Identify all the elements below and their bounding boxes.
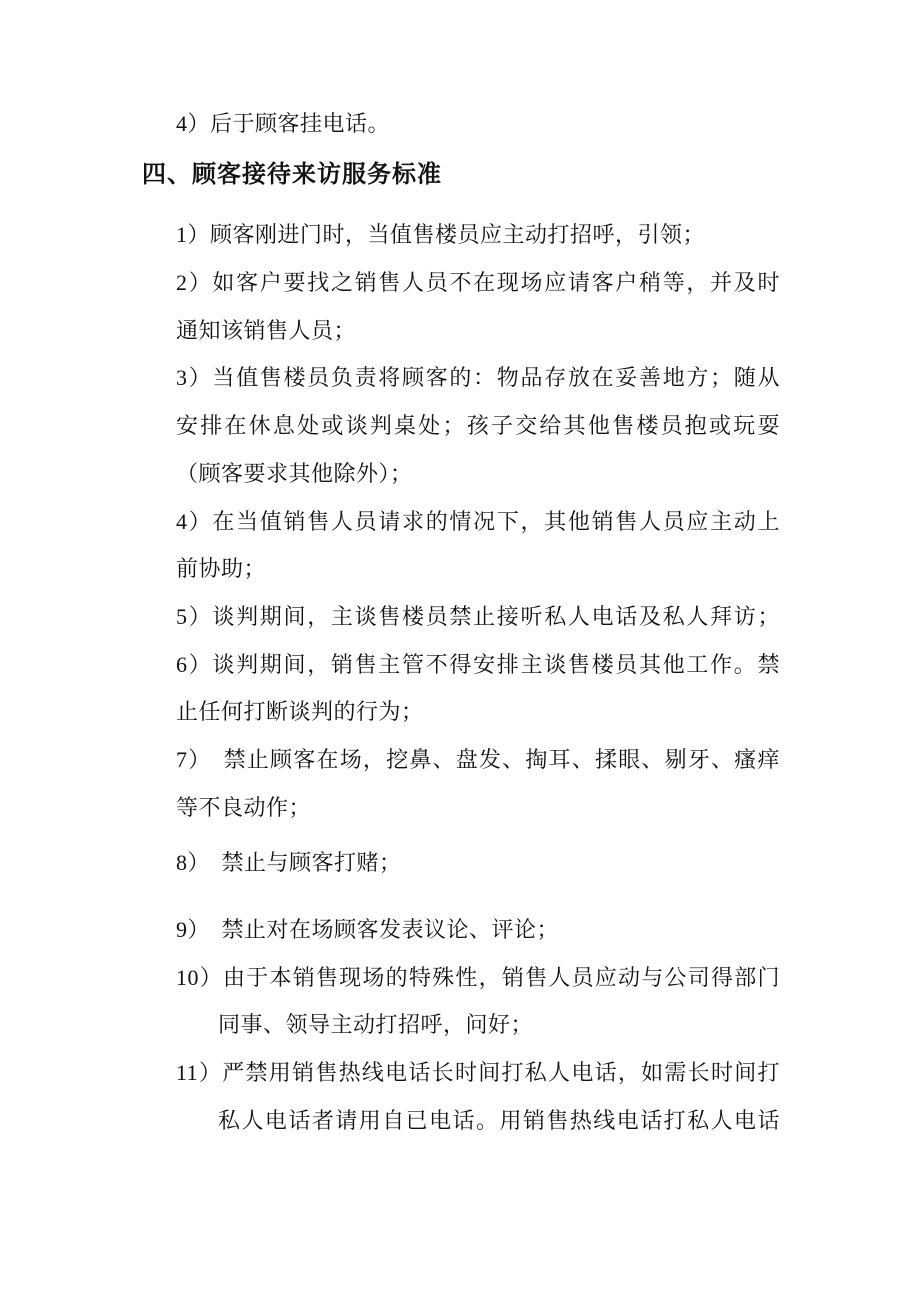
- list-item-10-line-1: 10）由于本销售现场的特殊性，销售人员应动与公司得部门: [176, 965, 780, 990]
- list-item-6-line-2: 止任何打断谈判的行为；: [176, 699, 424, 724]
- list-item-11-line-2: 私人电话者请用自已电话。用销售热线电话打私人电话: [218, 1108, 780, 1133]
- list-item-2-line-1: 2）如客户要找之销售人员不在现场应请客户稍等，并及时: [176, 270, 780, 295]
- list-item-7-line-2: 等不良动作；: [176, 795, 312, 820]
- list-item-8-line-1: 8） 禁止与顾客打赌；: [176, 850, 402, 875]
- list-item-5-line-1: 5）谈判期间，主谈售楼员禁止接听私人电话及私人拜访；: [176, 604, 780, 629]
- list-item-9-line-1: 9） 禁止对在场顾客发表议论、评论；: [176, 917, 560, 942]
- section-heading: 四、顾客接待来访服务标准: [142, 161, 442, 188]
- list-item-4-line-1: 4）在当值销售人员请求的情况下，其他销售人员应主动上: [176, 509, 780, 534]
- list-item-7-line-1: 7） 禁止顾客在场，挖鼻、盘发、掏耳、揉眼、剔牙、瘙痒: [176, 747, 780, 772]
- list-item-3-line-2: 安排在休息处或谈判桌处；孩子交给其他售楼员抱或玩耍: [176, 413, 780, 438]
- intro-line: 4）后于顾客挂电话。: [176, 111, 391, 136]
- list-item-6-line-1: 6）谈判期间，销售主管不得安排主谈售楼员其他工作。禁: [176, 652, 780, 677]
- list-item-3-line-1: 3）当值售楼员负责将顾客的：物品存放在妥善地方；随从: [176, 365, 780, 390]
- list-item-11-line-1: 11）严禁用销售热线电话长时间打私人电话，如需长时间打: [176, 1060, 780, 1085]
- list-item-3-line-3: （顾客要求其他除外）；: [176, 461, 413, 486]
- list-item-4-line-2: 前协助；: [176, 556, 267, 581]
- list-item-1-line-1: 1）顾客刚进门时，当值售楼员应主动打招呼，引领；: [176, 222, 706, 247]
- list-item-2-line-2: 通知该销售人员；: [176, 318, 357, 343]
- list-item-10-line-2: 同事、领导主动打招呼，问好；: [218, 1012, 534, 1037]
